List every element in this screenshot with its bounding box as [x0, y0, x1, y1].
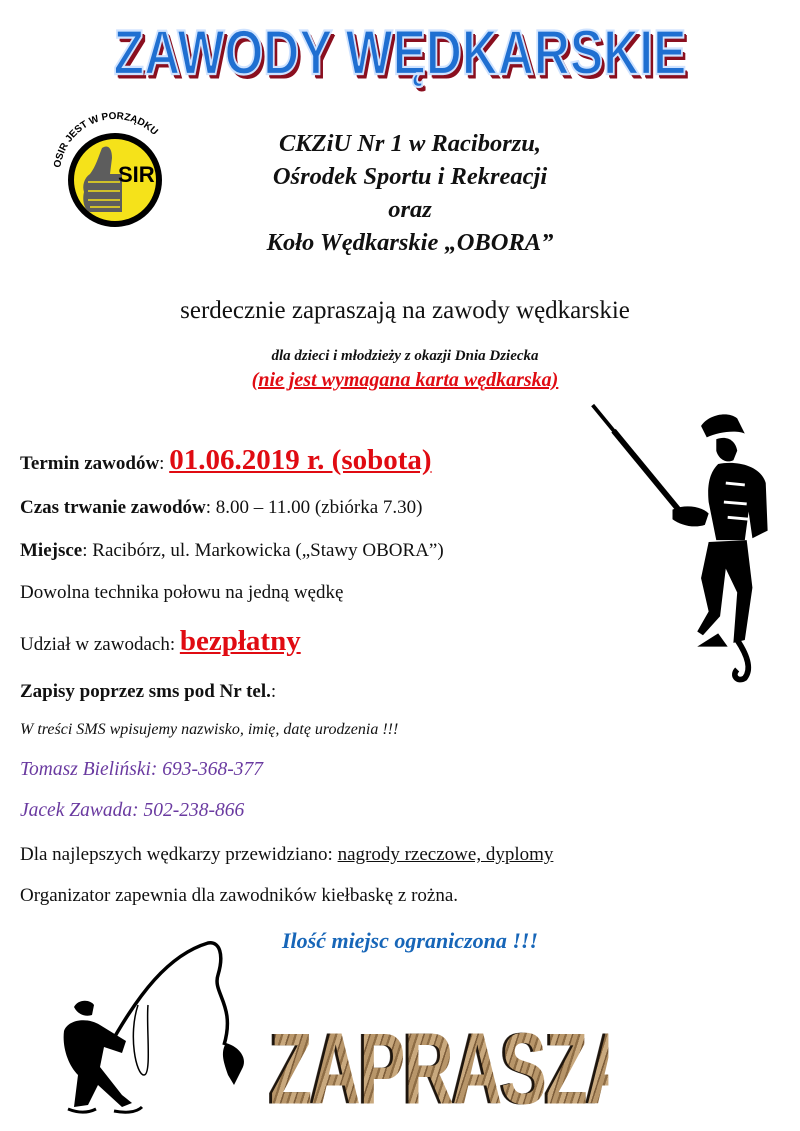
- poster-title: ZAWODY WĘDKARSKIE: [113, 18, 687, 89]
- osir-logo: [52, 108, 178, 230]
- organizer-line: Ośrodek Sportu i Rekreacji: [272, 163, 548, 190]
- organizer-line: CKZiU Nr 1 w Raciborzu,: [278, 130, 542, 157]
- date-value: 01.06.2019 r. (sobota): [169, 444, 432, 476]
- fisherman-catching-fish-icon: [48, 935, 258, 1120]
- duration-row: Czas trwanie zawodów: 8.00 – 11.00 (zbiórka 7.30): [20, 497, 423, 518]
- date-label: Termin zawodów: [20, 453, 160, 474]
- catering-row: Organizator zapewnia dla zawodników kiełbaskę z rożna.: [20, 885, 459, 906]
- prizes-row: [20, 842, 553, 868]
- thumbs-up-logo-icon: [52, 108, 178, 230]
- standing-fisherman-icon: [585, 395, 780, 690]
- place-value: Racibórz, ul. Markowicka („Stawy OBORA”): [92, 540, 444, 561]
- signup-label: Zapisy poprzez sms pod Nr tel.: [20, 681, 271, 702]
- prizes-value: nagrody rzeczowe, dyplomy: [337, 844, 554, 865]
- organizer-line: Koło Wędkarskie „OBORA”: [266, 229, 554, 256]
- contact-item: Jacek Zawada: 502-238-866: [20, 800, 245, 821]
- signup-row: Zapisy poprzez sms pod Nr tel.:: [20, 681, 277, 702]
- contact-item: Tomasz Bieliński: 693-368-377: [20, 759, 264, 780]
- prizes-label: Dla najlepszych wędkarzy przewidziano:: [20, 844, 333, 865]
- place-label: Miejsce: [20, 540, 83, 561]
- duration-label: Czas trwanie zawodów: [20, 497, 206, 518]
- technique-row: Dowolna technika połowu na jedną wędkę: [20, 582, 344, 603]
- organizer-line: oraz: [388, 196, 432, 223]
- date-row: Termin zawodów: 01.06.2019 r. (sobota): [20, 444, 432, 476]
- sms-note: W treści SMS wpisujemy nazwisko, imię, datę urodzenia !!!: [20, 721, 399, 738]
- closing-invitation: ZAPRASZAMY: [270, 1012, 608, 1128]
- fee-label: Udział w zawodach:: [20, 634, 176, 655]
- fee-value: bezpłatny: [179, 625, 301, 657]
- logo-badge-text: SIR: [118, 162, 155, 187]
- place-row: Miejsce: Racibórz, ul. Markowicka („Stawy OBORA”): [20, 540, 444, 561]
- fee-row: [20, 624, 301, 658]
- duration-value: 8.00 – 11.00 (zbiórka 7.30): [215, 497, 423, 518]
- limited-places-note: Ilość miejsc ograniczona !!!: [281, 928, 539, 953]
- organizers-block: [200, 127, 620, 259]
- logo-ring-text: OSIR JEST W PORZĄDKU: [52, 110, 160, 169]
- children-day-note: dla dzieci i młodzieży z okazji Dnia Dziecka: [271, 348, 539, 364]
- invitation-text: serdecznie zapraszają na zawody wędkarskie: [180, 297, 630, 324]
- no-license-note: (nie jest wymagana karta wędkarska): [251, 369, 559, 391]
